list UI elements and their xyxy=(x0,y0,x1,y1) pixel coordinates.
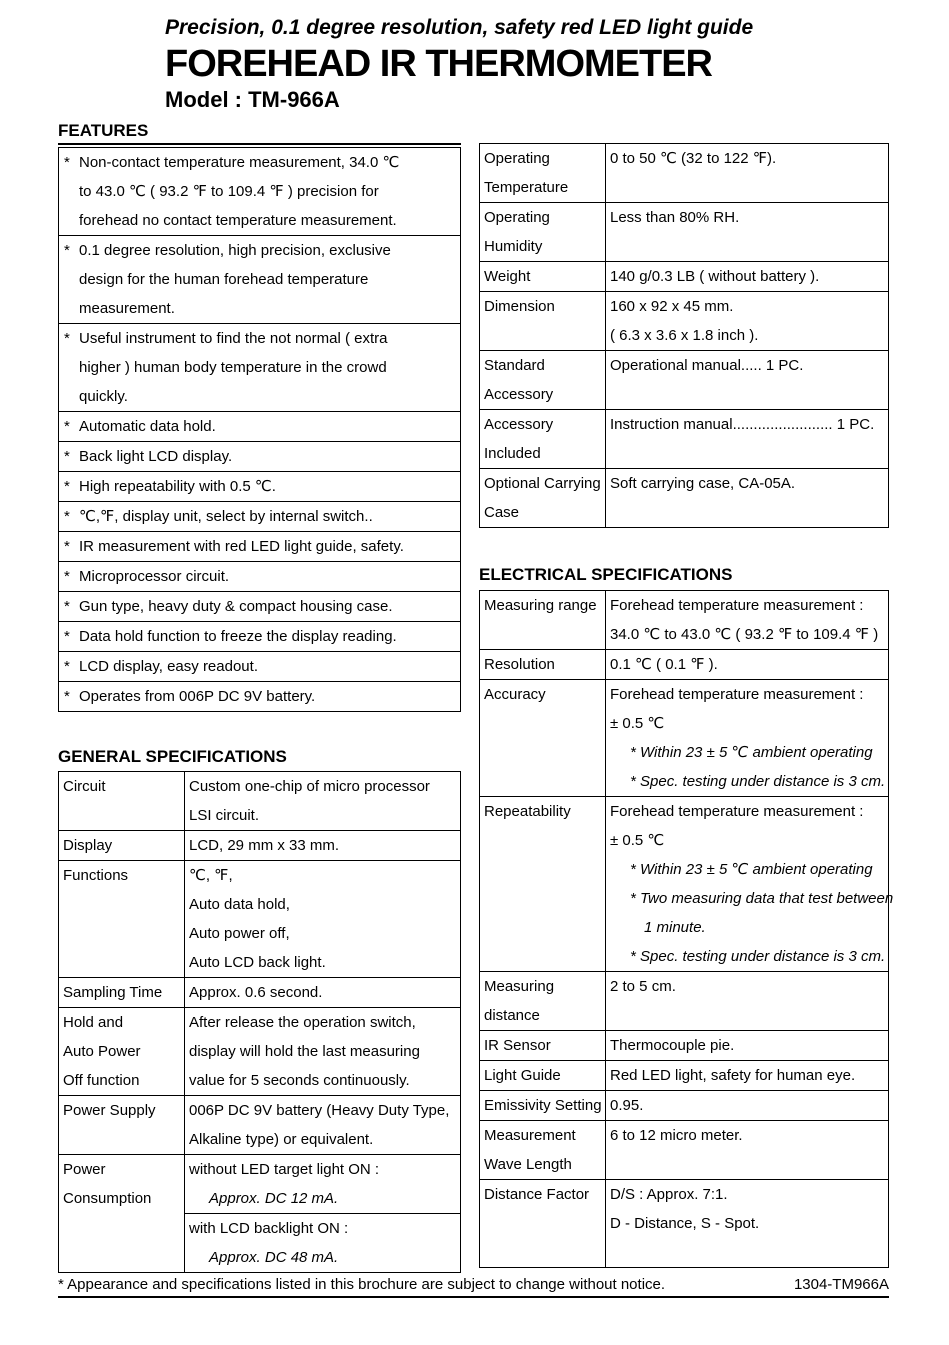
features-table xyxy=(58,147,461,712)
text-line: Accuracy xyxy=(484,686,546,703)
spec-value xyxy=(606,1180,889,1268)
spec-value xyxy=(606,972,889,1031)
text-line: with LCD backlight ON : xyxy=(189,1220,349,1237)
spec-row xyxy=(59,861,461,978)
text-line: * Gun type, heavy duty & compact housing case. xyxy=(59,592,456,621)
spec-value xyxy=(606,351,889,410)
text-line: design for the human forehead temperature xyxy=(79,271,369,288)
spec-value-block xyxy=(189,831,456,860)
spec-value xyxy=(606,1061,889,1091)
spec-row xyxy=(480,972,889,1031)
text-line: * Non-contact temperature measurement, 34.0 ℃ xyxy=(59,148,456,177)
feature-item xyxy=(59,652,461,682)
text-line: Operating xyxy=(484,150,550,167)
spec-value xyxy=(606,680,889,797)
spec-value xyxy=(606,292,889,351)
text-line: Wave Length xyxy=(484,1156,572,1173)
spec-label xyxy=(480,1180,606,1268)
spec-row xyxy=(59,978,461,1008)
spec-value xyxy=(185,1096,461,1155)
feature-row xyxy=(59,502,461,532)
tagline: Precision, 0.1 degree resolution, safety red LED light guide xyxy=(165,16,754,39)
text-line: Accessory xyxy=(484,416,554,433)
spec-label xyxy=(480,144,606,203)
text-line: Auto power off, xyxy=(189,925,290,942)
spec-label xyxy=(480,203,606,262)
text-line: Humidity xyxy=(484,238,543,255)
spec-value xyxy=(606,1031,889,1061)
text-line: * Within 23 ± 5 ℃ ambient operating xyxy=(630,744,873,761)
text-line: Alkaline type) or equivalent. xyxy=(189,1131,374,1148)
model-number: Model : TM-966A xyxy=(165,87,340,112)
bullet-asterisk: * xyxy=(64,154,70,171)
text-line: * Two measuring data that test between xyxy=(630,890,894,907)
text-line: Measuring xyxy=(484,978,555,995)
text-line: Display xyxy=(63,837,113,854)
spec-row xyxy=(480,203,889,262)
feature-item xyxy=(59,562,461,592)
spec-label xyxy=(480,591,606,650)
electrical-specifications-heading: ELECTRICAL SPECIFICATIONS xyxy=(479,565,733,584)
feature-row xyxy=(59,682,461,712)
text-line: Dimension xyxy=(484,298,555,315)
text-line: ± 0.5 ℃ xyxy=(610,715,665,732)
text-line: Hold and xyxy=(63,1014,124,1031)
spec-label xyxy=(59,861,185,978)
spec-value xyxy=(185,1155,461,1273)
spec-value xyxy=(606,203,889,262)
text-line: Emissivity Setting xyxy=(484,1097,602,1114)
spec-value xyxy=(606,1121,889,1180)
text-line: IR Sensor xyxy=(484,1037,551,1054)
spec-value xyxy=(606,591,889,650)
spec-label xyxy=(59,1008,185,1096)
text-line: Auto data hold, xyxy=(189,896,290,913)
spec-label xyxy=(480,1031,606,1061)
bullet-asterisk: * xyxy=(64,418,70,435)
features-heading: FEATURES xyxy=(58,121,461,145)
bullet-asterisk: * xyxy=(64,538,70,555)
feature-row xyxy=(59,472,461,502)
header xyxy=(165,14,895,114)
spec-value xyxy=(185,1008,461,1096)
spec-value xyxy=(606,144,889,203)
text-line: Measuring range xyxy=(484,597,597,614)
spec-value xyxy=(606,650,889,680)
product-title: FOREHEAD IR THERMOMETER xyxy=(165,43,712,85)
spec-row xyxy=(59,831,461,861)
text-line: * IR measurement with red LED light guide, safety. xyxy=(59,532,456,561)
text-line: Temperature xyxy=(484,179,569,196)
text-line: * Back light LCD display. xyxy=(59,442,456,471)
text-line: Functions xyxy=(63,867,129,884)
general-specifications-heading: GENERAL SPECIFICATIONS xyxy=(58,747,287,766)
text-line: Included xyxy=(484,445,541,462)
text-line: without LED target light ON : xyxy=(189,1161,380,1178)
spec-row xyxy=(480,1180,889,1268)
text-line: Light Guide xyxy=(484,1067,561,1084)
spec-value-block xyxy=(610,292,884,350)
feature-row xyxy=(59,532,461,562)
spec-row xyxy=(480,1031,889,1061)
spec-value-block xyxy=(610,680,884,796)
text-line: 140 g/0.3 LB ( without battery ). xyxy=(610,268,820,285)
text-line: value for 5 seconds continuously. xyxy=(189,1072,410,1089)
text-line: Approx. DC 12 mA. xyxy=(209,1190,339,1207)
spec-label xyxy=(480,1091,606,1121)
spec-value xyxy=(606,469,889,528)
text-line: to 43.0 ℃ ( 93.2 ℉ to 109.4 ℉ ) precision for xyxy=(79,183,379,200)
spec-label xyxy=(480,351,606,410)
spec-label xyxy=(480,680,606,797)
bullet-asterisk: * xyxy=(64,688,70,705)
feature-item xyxy=(59,148,461,236)
spec-value-block xyxy=(610,1061,884,1090)
text-line: forehead no contact temperature measurement. xyxy=(79,212,397,229)
text-line: Soft carrying case, CA-05A. xyxy=(610,475,796,492)
feature-item xyxy=(59,532,461,562)
text-line: Circuit xyxy=(63,778,106,795)
spec-value-block xyxy=(189,861,456,977)
footer-code: 1304-TM966A xyxy=(793,1276,889,1293)
spec-row xyxy=(59,1096,461,1155)
text-line: Sampling Time xyxy=(63,984,163,1001)
spec-label xyxy=(480,1121,606,1180)
feature-item xyxy=(59,502,461,532)
spec-label xyxy=(59,1096,185,1155)
feature-row xyxy=(59,442,461,472)
spec-label xyxy=(480,797,606,972)
text-line: * Data hold function to freeze the display reading. xyxy=(59,622,456,651)
spec-value-block xyxy=(610,203,884,232)
text-line: Standard xyxy=(484,357,545,374)
spec-label xyxy=(59,831,185,861)
text-line: 160 x 92 x 45 mm. xyxy=(610,298,734,315)
text-line: 0 to 50 ℃ (32 to 122 ℉). xyxy=(610,150,777,167)
spec-label xyxy=(480,410,606,469)
spec-row xyxy=(480,1121,889,1180)
spec-row xyxy=(480,262,889,292)
feature-item xyxy=(59,236,461,324)
spec-value xyxy=(185,978,461,1008)
spec-row xyxy=(480,797,889,972)
spec-label xyxy=(59,772,185,831)
footer-note: * Appearance and specifications listed in this brochure are subject to change without notice. xyxy=(58,1276,666,1293)
bullet-asterisk: * xyxy=(64,598,70,615)
text-line: Case xyxy=(484,504,520,521)
spec-value xyxy=(185,772,461,831)
text-line: Thermocouple pie. xyxy=(610,1037,735,1054)
text-line: Forehead temperature measurement : xyxy=(610,686,864,703)
text-line: Less than 80% RH. xyxy=(610,209,740,226)
spec-value xyxy=(606,797,894,972)
text-line: Consumption xyxy=(63,1190,152,1207)
text-line: Instruction manual........................ 1 PC. xyxy=(610,416,875,433)
feature-row xyxy=(59,622,461,652)
spec-value-block xyxy=(610,1091,884,1120)
spec-value-block xyxy=(189,772,456,830)
text-line: Operational manual..... 1 PC. xyxy=(610,357,804,374)
spec-value-block xyxy=(189,1096,456,1154)
spec-value-block xyxy=(185,1213,460,1272)
spec-label xyxy=(480,972,606,1031)
text-line: 0.95. xyxy=(610,1097,644,1114)
text-line: ℃, ℉, xyxy=(189,867,233,884)
feature-item xyxy=(59,412,461,442)
feature-row xyxy=(59,562,461,592)
spec-row xyxy=(480,591,889,650)
spec-value xyxy=(185,831,461,861)
spec-row xyxy=(59,1008,461,1096)
text-line: Red LED light, safety for human eye. xyxy=(610,1067,856,1084)
text-line: measurement. xyxy=(79,300,175,317)
feature-item xyxy=(59,472,461,502)
text-line: display will hold the last measuring xyxy=(189,1043,420,1060)
right-column xyxy=(479,143,894,1268)
spec-value-block xyxy=(610,797,894,971)
spec-row xyxy=(480,680,889,797)
text-line: Approx. DC 48 mA. xyxy=(209,1249,339,1266)
spec-value-block xyxy=(610,1031,884,1060)
text-line: Approx. 0.6 second. xyxy=(189,984,323,1001)
text-line: Distance Factor xyxy=(484,1186,590,1203)
text-line: Operating xyxy=(484,209,550,226)
bullet-asterisk: * xyxy=(64,658,70,675)
spec-value xyxy=(606,262,889,292)
text-line: * 0.1 degree resolution, high precision, exclusive xyxy=(59,236,456,265)
feature-item xyxy=(59,622,461,652)
spec-value-block xyxy=(189,978,456,1007)
text-line: D/S : Approx. 7:1. xyxy=(610,1186,728,1203)
text-line: Measurement xyxy=(484,1127,576,1144)
spec-value-block xyxy=(189,1155,456,1213)
spec-row xyxy=(480,1061,889,1091)
text-line: Auto Power xyxy=(63,1043,141,1060)
text-line: Custom one-chip of micro processor xyxy=(189,778,430,795)
left-column xyxy=(58,121,461,1273)
spec-row xyxy=(480,650,889,680)
spec-value xyxy=(606,410,889,469)
spec-label xyxy=(480,469,606,528)
text-line: Resolution xyxy=(484,656,555,673)
feature-row xyxy=(59,652,461,682)
spec-row xyxy=(480,292,889,351)
text-line: 34.0 ℃ to 43.0 ℃ ( 93.2 ℉ to 109.4 ℉ ) xyxy=(610,626,879,643)
feature-item xyxy=(59,682,461,712)
spec-row xyxy=(480,469,889,528)
feature-row xyxy=(59,592,461,622)
feature-row xyxy=(59,412,461,442)
text-line: quickly. xyxy=(79,388,128,405)
spec-value-block xyxy=(610,1121,884,1150)
text-line: Repeatability xyxy=(484,803,571,820)
text-line: Accessory xyxy=(484,386,554,403)
text-line xyxy=(610,1238,884,1267)
general-specifications-table-continued xyxy=(479,143,889,528)
text-line: * Microprocessor circuit. xyxy=(59,562,456,591)
spec-label xyxy=(59,1155,185,1273)
spec-label xyxy=(480,1061,606,1091)
spec-value-block xyxy=(610,972,884,1001)
text-line: 006P DC 9V battery (Heavy Duty Type, xyxy=(189,1102,450,1119)
text-line: Power Supply xyxy=(63,1102,156,1119)
text-line: After release the operation switch, xyxy=(189,1014,416,1031)
text-line: * Spec. testing under distance is 3 cm. xyxy=(630,948,886,965)
text-line: 1 minute. xyxy=(644,919,706,936)
text-line: * LCD display, easy readout. xyxy=(59,652,456,681)
spec-label xyxy=(480,292,606,351)
bullet-asterisk: * xyxy=(64,448,70,465)
text-line: LSI circuit. xyxy=(189,807,260,824)
spec-value-block xyxy=(610,351,884,380)
bullet-asterisk: * xyxy=(64,478,70,495)
bullet-asterisk: * xyxy=(64,330,70,347)
spec-value xyxy=(606,1091,889,1121)
text-line: Optional Carrying xyxy=(484,475,601,492)
bullet-asterisk: * xyxy=(64,242,70,259)
text-line: ± 0.5 ℃ xyxy=(610,832,665,849)
feature-item xyxy=(59,442,461,472)
spec-value xyxy=(185,861,461,978)
text-line: higher ) human body temperature in the crowd xyxy=(79,359,387,376)
spec-row xyxy=(480,410,889,469)
spec-value-block xyxy=(610,144,884,173)
bullet-asterisk: * xyxy=(64,628,70,645)
spec-value-block xyxy=(610,1180,884,1267)
spec-value-block xyxy=(610,262,884,291)
text-line: * Automatic data hold. xyxy=(59,412,456,441)
text-line: * Within 23 ± 5 ℃ ambient operating xyxy=(630,861,873,878)
spec-row xyxy=(480,144,889,203)
spec-label xyxy=(480,262,606,292)
spec-value-block xyxy=(610,469,884,498)
text-line: 0.1 ℃ ( 0.1 ℉ ). xyxy=(610,656,718,673)
text-line: * Useful instrument to find the not normal ( extra xyxy=(59,324,456,353)
text-line: 2 to 5 cm. xyxy=(610,978,676,995)
text-line: LCD, 29 mm x 33 mm. xyxy=(189,837,340,854)
text-line: ( 6.3 x 3.6 x 1.8 inch ). xyxy=(610,327,759,344)
feature-row xyxy=(59,324,461,412)
text-line: * High repeatability with 0.5 ℃. xyxy=(59,472,456,501)
spec-row xyxy=(480,351,889,410)
spec-row xyxy=(59,1155,461,1273)
spec-label xyxy=(480,650,606,680)
spec-label xyxy=(59,978,185,1008)
feature-row xyxy=(59,236,461,324)
footer xyxy=(58,1274,889,1298)
text-line: Auto LCD back light. xyxy=(189,954,326,971)
text-line: * Operates from 006P DC 9V battery. xyxy=(59,682,456,711)
spec-row xyxy=(480,1091,889,1121)
text-line: Forehead temperature measurement : xyxy=(610,803,864,820)
feature-row xyxy=(59,148,461,236)
feature-item xyxy=(59,324,461,412)
text-line: Weight xyxy=(484,268,531,285)
text-line: 6 to 12 micro meter. xyxy=(610,1127,743,1144)
text-line: * ℃,℉, display unit, select by internal switch.. xyxy=(59,502,456,531)
general-specifications-table xyxy=(58,771,461,1273)
bullet-asterisk: * xyxy=(64,568,70,585)
spec-row xyxy=(59,772,461,831)
feature-item xyxy=(59,592,461,622)
text-line: D - Distance, S - Spot. xyxy=(610,1215,760,1232)
text-line: Forehead temperature measurement : xyxy=(610,597,864,614)
spec-value-block xyxy=(189,1008,456,1095)
text-line: Off function xyxy=(63,1072,140,1089)
bullet-asterisk: * xyxy=(64,508,70,525)
spec-value-block xyxy=(610,591,884,649)
electrical-specifications-table xyxy=(479,590,894,1268)
spec-value-block xyxy=(610,410,884,439)
text-line: distance xyxy=(484,1007,540,1024)
text-line: Power xyxy=(63,1161,106,1178)
spec-value-block xyxy=(610,650,884,679)
text-line: * Spec. testing under distance is 3 cm. xyxy=(630,773,886,790)
